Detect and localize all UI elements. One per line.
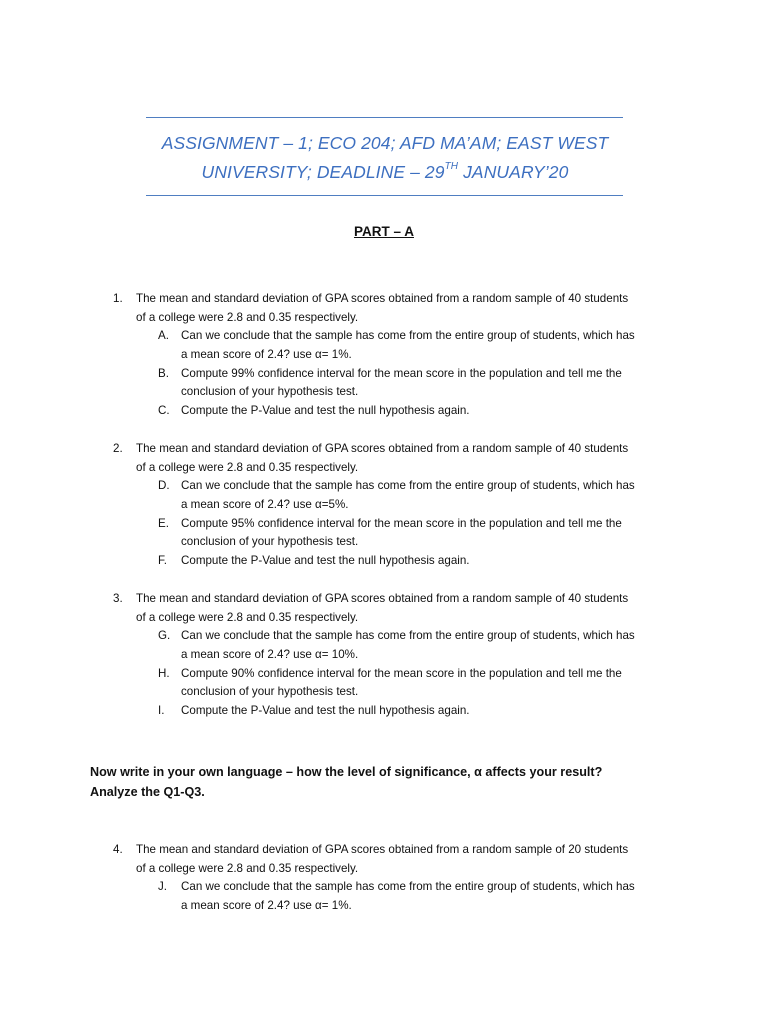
analysis-prompt-line-2: Analyze the Q1-Q3. [90,785,205,799]
subquestion-label: I. [158,704,165,718]
question-text: The mean and standard deviation of GPA scores obtained from a random sample of 40 students [136,292,629,305]
question-line [0,841,768,860]
question-text: The mean and standard deviation of GPA scores obtained from a random sample of 20 students [136,843,629,856]
question-line [0,609,768,628]
question-1 [0,290,768,421]
subquestion-i [0,702,768,721]
subquestion-text-cont: a mean score of 2.4? use α= 10%. [181,648,359,662]
subquestion-text: Can we conclude that the sample has come from the entire group of students, which has [181,880,635,894]
question-number: 1. [113,292,123,305]
subquestion-text-cont: conclusion of your hypothesis test. [181,535,359,549]
analysis-prompt-line-1: Now write in your own language – how the level of significance, α affects your result? [90,765,603,779]
question-text: The mean and standard deviation of GPA scores obtained from a random sample of 40 students [136,442,629,455]
question-line [0,459,768,478]
subquestion-label: C. [158,404,170,418]
subquestion-text-cont: a mean score of 2.4? use α= 1%. [181,899,352,913]
subquestion-j-cont [0,897,768,916]
part-heading: PART – A [353,224,414,239]
subquestion-label: E. [158,516,169,530]
question-number: 3. [113,592,123,605]
subquestion-text-cont: a mean score of 2.4? use α= 1%. [181,348,352,362]
subquestion-a-cont [0,346,768,365]
question-line [0,290,768,309]
question-line [0,440,768,459]
subquestion-text: Can we conclude that the sample has come from the entire group of students, which has [181,479,635,493]
subquestion-g-cont [0,646,768,665]
title-line-1: ASSIGNMENT – 1; ECO 204; AFD MA’AM; EAST WEST [161,133,609,153]
subquestion-text: Compute the P-Value and test the null hypothesis again. [181,404,470,418]
subquestion-text: Compute the P-Value and test the null hypothesis again. [181,704,470,718]
subquestion-text-cont: a mean score of 2.4? use α=5%. [181,498,349,512]
subquestion-text: Compute the P-Value and test the null hypothesis again. [181,554,470,568]
subquestion-e-cont [0,533,768,552]
subquestion-d-cont [0,496,768,515]
subquestion-f [0,552,768,571]
header-bottom-rule [146,195,623,196]
subquestion-label: G. [158,629,171,643]
subquestion-text-cont: conclusion of your hypothesis test. [181,685,359,699]
title-line-2 [120,156,650,185]
subquestion-text: Compute 99% confidence interval for the mean score in the population and tell me the [181,366,622,380]
subquestion-label: B. [158,366,169,380]
question-text-cont: of a college were 2.8 and 0.35 respectively. [136,310,359,324]
subquestion-h [0,665,768,684]
header-top-rule [146,117,623,118]
subquestion-label: F. [158,554,168,568]
subquestion-text: Can we conclude that the sample has come from the entire group of students, which has [181,629,635,643]
question-4 [0,841,768,916]
subquestion-label: H. [158,666,170,680]
subquestion-j [0,878,768,897]
subquestion-e [0,515,768,534]
subquestion-label: J. [158,880,168,894]
subquestion-label: A. [158,329,169,343]
subquestion-h-cont [0,683,768,702]
analysis-prompt [90,762,710,802]
subquestion-d [0,477,768,496]
title-superscript: TH [444,161,459,172]
subquestion-text: Compute 90% confidence interval for the mean score in the population and tell me the [181,666,622,680]
assignment-title [120,130,650,185]
subquestion-text: Compute 95% confidence interval for the mean score in the population and tell me the [181,516,622,530]
question-number: 4. [113,843,123,856]
question-2 [0,440,768,571]
question-line [0,590,768,609]
subquestion-label: D. [158,479,170,493]
question-line [0,309,768,328]
question-text-cont: of a college were 2.8 and 0.35 respectively. [136,460,359,474]
subquestion-g [0,627,768,646]
subquestion-b [0,365,768,384]
subquestion-c [0,402,768,421]
question-line [0,860,768,879]
question-text: The mean and standard deviation of GPA scores obtained from a random sample of 40 students [136,592,629,605]
question-number: 2. [113,442,123,455]
subquestion-b-cont [0,383,768,402]
subquestion-text: Can we conclude that the sample has come from the entire group of students, which has [181,329,635,343]
title-line-2-start: UNIVERSITY; DEADLINE – 29 [201,161,445,182]
subquestion-text-cont: conclusion of your hypothesis test. [181,385,359,399]
subquestion-a [0,327,768,346]
question-text-cont: of a college were 2.8 and 0.35 respectively. [136,610,359,624]
title-line-2-end: JANUARY’20 [458,161,569,182]
question-text-cont: of a college were 2.8 and 0.35 respectively. [136,861,359,875]
question-3 [0,590,768,721]
